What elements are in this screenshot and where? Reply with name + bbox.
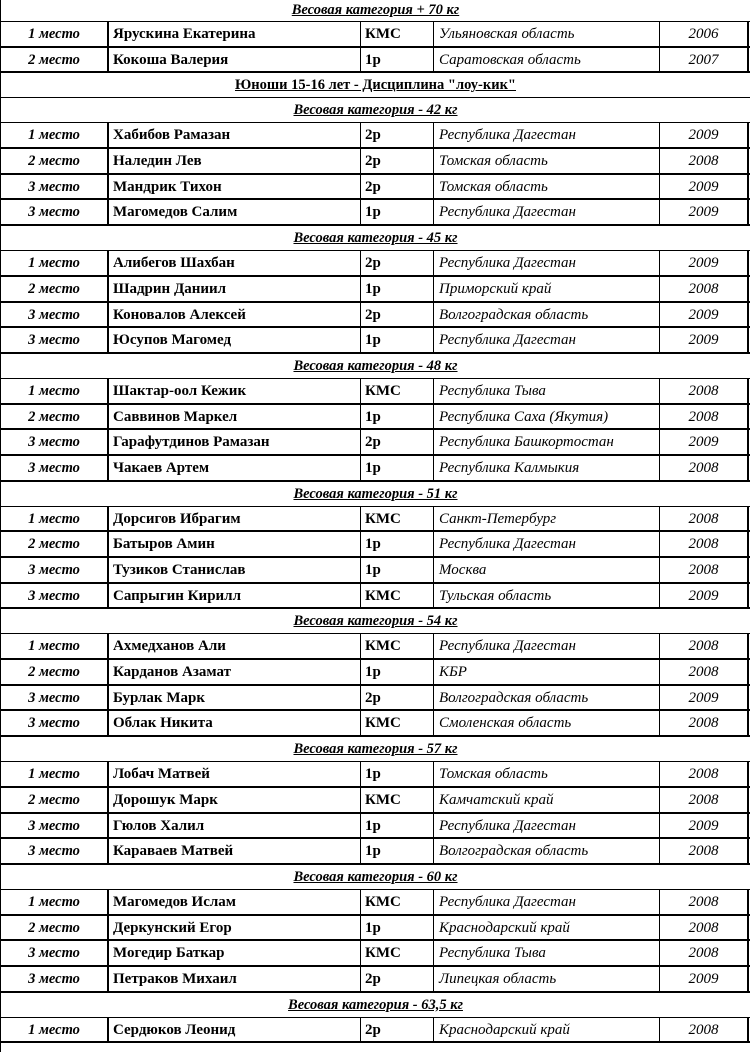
rank-cell: 1р <box>361 558 434 582</box>
table-row <box>1 1018 750 1044</box>
birth-year-cell: 2008 <box>660 532 749 556</box>
birth-year-cell: 2009 <box>660 328 749 352</box>
rank-cell: 1р <box>361 814 434 838</box>
athlete-name-cell: Наледин Лев <box>107 149 361 173</box>
rank-cell: 1р <box>361 762 434 786</box>
table-row <box>1 686 750 712</box>
rank-cell: 2р <box>361 175 434 199</box>
place-cell: 3 место <box>28 562 80 578</box>
rank-cell: КМС <box>361 379 434 403</box>
region-cell: Тульская область <box>434 584 660 608</box>
birth-year-cell: 2008 <box>660 379 749 403</box>
region-cell: Республика Дагестан <box>434 200 660 224</box>
birth-year-cell: 2008 <box>660 941 749 965</box>
rank-cell: КМС <box>361 22 434 46</box>
birth-year-cell: 2008 <box>660 839 749 863</box>
athlete-name-cell: Саввинов Маркел <box>107 405 361 429</box>
birth-year-cell: 2008 <box>660 762 749 786</box>
place-cell: 3 место <box>28 689 80 706</box>
place-cell: 2 место <box>28 280 80 297</box>
birth-year-cell: 2009 <box>660 584 749 608</box>
region-cell: КБР <box>434 660 660 684</box>
region-cell: Республика Саха (Якутия) <box>434 405 660 429</box>
table-row <box>1 430 750 456</box>
athlete-name-cell: Петраков Михаил <box>107 967 361 991</box>
table-row <box>1 634 750 660</box>
rank-cell: 2р <box>361 123 434 147</box>
table-row <box>1 456 750 482</box>
weight-category-text: Весовая категория - 51 кг <box>293 485 458 502</box>
weight-category-text: Весовая категория - 63,5 кг <box>288 996 463 1013</box>
table-row <box>1 839 750 865</box>
birth-year-cell: 2008 <box>660 149 749 173</box>
place-cell: 3 место <box>28 843 80 860</box>
weight-category-heading <box>1 737 750 762</box>
athlete-name-cell: Магомедов Ислам <box>107 890 361 914</box>
weight-category-heading <box>1 993 750 1018</box>
rank-cell: КМС <box>361 634 434 658</box>
place-cell: 2 место <box>28 536 80 553</box>
region-cell: Волгоградская область <box>434 839 660 863</box>
athlete-name-cell: Ахмедханов Али <box>107 634 361 658</box>
region-cell: Краснодарский край <box>434 916 660 940</box>
rank-cell: 1р <box>361 405 434 429</box>
place-cell: 1 место <box>28 766 80 783</box>
table-row <box>1 941 750 967</box>
athlete-name-cell: Тузиков Станислав <box>107 558 361 582</box>
birth-year-cell: 2009 <box>660 686 749 710</box>
place-cell: 1 место <box>28 638 80 655</box>
table-row <box>1 660 750 686</box>
region-cell: Волгоградская область <box>434 686 660 710</box>
rank-cell: 1р <box>361 916 434 940</box>
birth-year-cell: 2009 <box>660 967 749 991</box>
rank-cell: 1р <box>361 456 434 480</box>
athlete-name-cell: Сердюков Леонид <box>107 1018 361 1042</box>
region-cell: Саратовская область <box>434 48 660 72</box>
weight-category-heading <box>1 865 750 890</box>
place-cell: 3 место <box>28 178 80 195</box>
weight-category-text: Весовая категория - 45 кг <box>293 230 458 247</box>
table-row <box>1 251 750 277</box>
rank-cell: 2р <box>361 967 434 991</box>
birth-year-cell: 2008 <box>660 558 749 582</box>
weight-category-text: Весовая категория + 70 кг <box>291 2 460 18</box>
region-cell: Республика Дагестан <box>434 532 660 556</box>
athlete-name-cell: Дорсигов Ибрагим <box>107 507 361 531</box>
table-row <box>1 762 750 788</box>
rank-cell: 2р <box>361 686 434 710</box>
weight-category-text: Весовая категория - 57 кг <box>293 741 458 758</box>
place-cell: 1 место <box>28 510 80 527</box>
athlete-name-cell: Дорошук Марк <box>107 788 361 812</box>
region-cell: Москва <box>434 558 660 582</box>
athlete-name-cell: Облак Никита <box>107 711 361 735</box>
place-cell: 2 место <box>28 664 80 681</box>
birth-year-cell: 2009 <box>660 303 749 327</box>
place-cell: 3 место <box>28 204 80 221</box>
rank-cell: 2р <box>361 251 434 275</box>
place-cell: 2 место <box>28 408 80 425</box>
table-row <box>1 890 750 916</box>
place-cell: 3 место <box>28 306 80 323</box>
table-row <box>1 328 750 354</box>
region-cell: Республика Калмыкия <box>434 456 660 480</box>
birth-year-cell: 2008 <box>660 456 749 480</box>
table-row <box>1 814 750 840</box>
weight-category-heading <box>1 609 750 634</box>
table-row <box>1 532 750 558</box>
birth-year-cell: 2009 <box>660 814 749 838</box>
rank-cell: КМС <box>361 584 434 608</box>
table-row <box>1 22 750 48</box>
birth-year-cell: 2008 <box>660 660 749 684</box>
athlete-name-cell: Сапрыгин Кирилл <box>107 584 361 608</box>
weight-category-text: Весовая категория - 42 кг <box>293 102 458 119</box>
region-cell: Санкт-Петербург <box>434 507 660 531</box>
weight-category-heading <box>1 0 750 22</box>
birth-year-cell: 2009 <box>660 251 749 275</box>
place-cell: 2 место <box>28 791 80 808</box>
place-cell: 3 место <box>28 970 80 987</box>
rank-cell: 1р <box>361 532 434 556</box>
athlete-name-cell: Караваев Матвей <box>107 839 361 863</box>
table-row <box>1 48 750 74</box>
rank-cell: КМС <box>361 711 434 735</box>
athlete-name-cell: Шактар-оол Кежик <box>107 379 361 403</box>
birth-year-cell: 2008 <box>660 916 749 940</box>
rank-cell: 1р <box>361 48 434 72</box>
weight-category-heading <box>1 98 750 123</box>
rank-cell: КМС <box>361 788 434 812</box>
rank-cell: 1р <box>361 328 434 352</box>
weight-category-heading <box>1 482 750 507</box>
athlete-name-cell: Ярускина Екатерина <box>107 22 361 46</box>
birth-year-cell: 2008 <box>660 711 749 735</box>
place-cell: 2 место <box>28 153 80 170</box>
birth-year-cell: 2008 <box>660 788 749 812</box>
place-cell: 1 место <box>28 893 80 910</box>
athlete-name-cell: Магомедов Салим <box>107 200 361 224</box>
region-cell: Республика Дагестан <box>434 251 660 275</box>
region-cell: Республика Дагестан <box>434 634 660 658</box>
table-row <box>1 967 750 993</box>
rank-cell: 1р <box>361 660 434 684</box>
place-cell: 2 место <box>28 51 80 68</box>
region-cell: Республика Дагестан <box>434 328 660 352</box>
weight-category-text: Весовая категория - 48 кг <box>293 357 458 374</box>
region-cell: Томская область <box>434 175 660 199</box>
region-cell: Республика Тыва <box>434 941 660 965</box>
birth-year-cell: 2008 <box>660 890 749 914</box>
birth-year-cell: 2009 <box>660 175 749 199</box>
place-cell: 3 место <box>28 715 80 732</box>
rank-cell: 2р <box>361 149 434 173</box>
region-cell: Краснодарский край <box>434 1018 660 1042</box>
athlete-name-cell: Шадрин Даниил <box>107 277 361 301</box>
table-row <box>1 405 750 431</box>
rank-cell: 1р <box>361 200 434 224</box>
weight-category-text: Весовая категория - 54 кг <box>293 613 458 630</box>
birth-year-cell: 2008 <box>660 634 749 658</box>
table-row <box>1 711 750 737</box>
rank-cell: КМС <box>361 941 434 965</box>
region-cell: Волгоградская область <box>434 303 660 327</box>
birth-year-cell: 2008 <box>660 405 749 429</box>
place-cell: 1 место <box>28 382 80 399</box>
region-cell: Республика Дагестан <box>434 814 660 838</box>
table-row <box>1 277 750 303</box>
rank-cell: 2р <box>361 1018 434 1042</box>
region-cell: Смоленская область <box>434 711 660 735</box>
region-cell: Камчатский край <box>434 788 660 812</box>
table-row <box>1 584 750 610</box>
athlete-name-cell: Деркунский Егор <box>107 916 361 940</box>
rank-cell: 2р <box>361 303 434 327</box>
athlete-name-cell: Гарафутдинов Рамазан <box>107 430 361 454</box>
weight-category-heading <box>1 354 750 379</box>
region-cell: Республика Башкортостан <box>434 430 660 454</box>
athlete-name-cell: Хабибов Рамазан <box>107 123 361 147</box>
rank-cell: 1р <box>361 839 434 863</box>
athlete-name-cell: Лобач Матвей <box>107 762 361 786</box>
rank-cell: 1р <box>361 277 434 301</box>
rank-cell: 2р <box>361 430 434 454</box>
place-cell: 3 место <box>28 945 80 962</box>
table-row <box>1 149 750 175</box>
region-cell: Томская область <box>434 149 660 173</box>
section-heading <box>1 73 750 98</box>
athlete-name-cell: Могедир Баткар <box>107 941 361 965</box>
place-cell: 3 место <box>28 332 80 349</box>
place-cell: 3 место <box>28 434 80 451</box>
region-cell: Липецкая область <box>434 967 660 991</box>
weight-category-heading <box>1 226 750 251</box>
place-cell: 1 место <box>28 1021 80 1038</box>
region-cell: Ульяновская область <box>434 22 660 46</box>
table-row <box>1 379 750 405</box>
place-cell: 3 место <box>28 817 80 834</box>
place-cell: 1 место <box>28 255 80 272</box>
athlete-name-cell: Кокоша Валерия <box>107 48 361 72</box>
birth-year-cell: 2008 <box>660 277 749 301</box>
birth-year-cell: 2009 <box>660 200 749 224</box>
weight-category-text: Весовая категория - 60 кг <box>293 868 458 885</box>
athlete-name-cell: Карданов Азамат <box>107 660 361 684</box>
region-cell: Республика Тыва <box>434 379 660 403</box>
athlete-name-cell: Чакаев Артем <box>107 456 361 480</box>
table-row <box>1 788 750 814</box>
region-cell: Томская область <box>434 762 660 786</box>
section-heading-text: Юноши 15-16 лет - Дисциплина "лоу-кик" <box>234 77 516 94</box>
place-cell: 1 место <box>28 127 80 144</box>
rank-cell: КМС <box>361 890 434 914</box>
athlete-name-cell: Бурлак Марк <box>107 686 361 710</box>
athlete-name-cell: Коновалов Алексей <box>107 303 361 327</box>
place-cell: 3 место <box>28 587 80 604</box>
region-cell: Республика Дагестан <box>434 890 660 914</box>
birth-year-cell: 2007 <box>660 48 749 72</box>
athlete-name-cell: Алибегов Шахбан <box>107 251 361 275</box>
birth-year-cell: 2008 <box>660 507 749 531</box>
athlete-name-cell: Гюлов Халил <box>107 814 361 838</box>
region-cell: Республика Дагестан <box>434 123 660 147</box>
birth-year-cell: 2009 <box>660 123 749 147</box>
birth-year-cell: 2006 <box>660 22 749 46</box>
birth-year-cell: 2008 <box>660 1018 749 1042</box>
athlete-name-cell: Юсупов Магомед <box>107 328 361 352</box>
table-row <box>1 916 750 942</box>
birth-year-cell: 2009 <box>660 430 749 454</box>
region-cell: Приморский край <box>434 277 660 301</box>
athlete-name-cell: Батыров Амин <box>107 532 361 556</box>
place-cell: 3 место <box>28 459 80 476</box>
place-cell: 1 место <box>28 26 80 42</box>
athlete-name-cell: Мандрик Тихон <box>107 175 361 199</box>
table-row <box>1 200 750 226</box>
table-row <box>1 123 750 149</box>
place-cell: 2 место <box>28 919 80 936</box>
table-row <box>1 303 750 329</box>
rank-cell: КМС <box>361 507 434 531</box>
table-row <box>1 558 750 584</box>
table-row <box>1 507 750 533</box>
table-row <box>1 175 750 201</box>
